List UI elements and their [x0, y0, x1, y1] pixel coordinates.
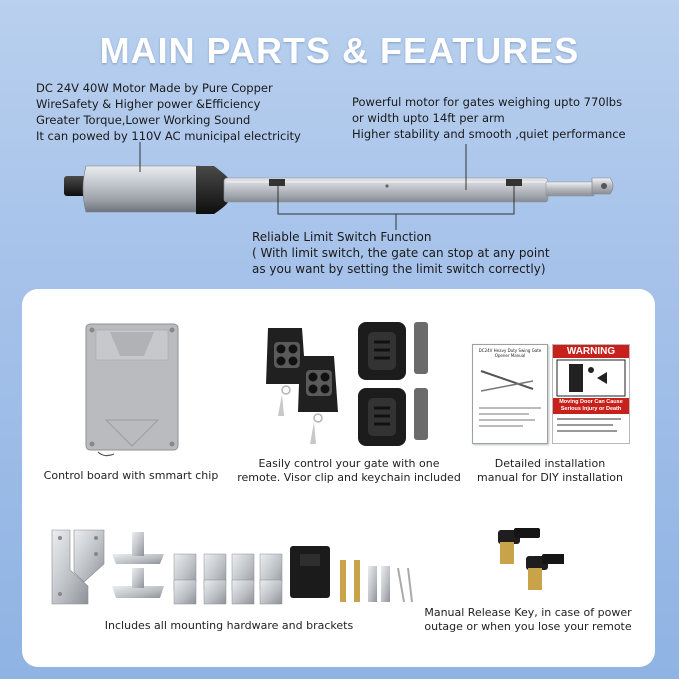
mounting-plates — [174, 554, 282, 604]
manual-caption-line: Detailed installation — [494, 457, 606, 470]
manual-title: DC24V Heavy Duty Swing Gate Opener Manual — [478, 348, 542, 358]
hardware-caption-text: Includes all mounting hardware and brackets — [104, 619, 354, 632]
gate-bracket-left — [52, 530, 104, 604]
limit-switch-left — [269, 179, 285, 186]
release-key-caption-line: outage or when you lose your remote — [424, 620, 632, 633]
limit-note-line: Reliable Limit Switch Function — [252, 230, 432, 244]
power-note-line: Powerful motor for gates weighing upto 770lbs — [352, 95, 623, 109]
warning-label: WARNING — [553, 345, 629, 358]
limit-switch-right — [506, 179, 522, 186]
warning-fine-print — [553, 414, 629, 444]
visor-clip-2 — [358, 388, 428, 446]
motor-collar — [196, 166, 228, 214]
limit-switch-note — [252, 229, 550, 277]
control-board-caption — [38, 469, 224, 483]
manual-caption — [468, 457, 632, 485]
installation-manual — [472, 344, 548, 444]
visor-clips — [356, 320, 440, 448]
motor-note-line: Greater Torque,Lower Working Sound — [36, 113, 251, 127]
rubber-block — [290, 546, 330, 598]
manual-diagram — [473, 361, 547, 441]
hardware-caption — [98, 619, 360, 633]
release-key-2 — [526, 554, 564, 590]
motor-note-line: It can powed by 110V AC municipal electricity — [36, 129, 301, 143]
power-note-line: Higher stability and smooth ,quiet performance — [352, 127, 626, 141]
control-board-caption-text: Control board with smmart chip — [43, 469, 219, 482]
limit-note-line: ( With limit switch, the gate can stop at any point — [252, 246, 550, 260]
extension-rod — [546, 182, 594, 196]
manual-release-keys — [492, 526, 564, 594]
remotes-caption — [236, 457, 462, 485]
motor-note-line: WireSafety & Higher power &Efficiency — [36, 97, 261, 111]
remotes-caption-line: remote. Visor clip and keychain included — [237, 471, 461, 484]
post-bracket — [112, 532, 164, 598]
warning-heading: Moving Door Can Cause Serious Injury or Death — [553, 398, 629, 414]
power-note-line: or width upto 14ft per arm — [352, 111, 505, 125]
release-key-caption-line: Manual Release Key, in case of power — [424, 606, 632, 619]
manual-caption-line: manual for DIY installation — [477, 471, 623, 484]
remotes-caption-line: Easily control your gate with one — [258, 457, 440, 470]
release-key-caption — [420, 606, 636, 634]
warning-label-card — [552, 344, 630, 444]
page-title: MAIN PARTS & FEATURES — [99, 30, 580, 71]
remote-2 — [298, 356, 338, 444]
limit-note-line: as you want by setting the limit switch correctly) — [252, 262, 546, 276]
bolts-and-pins — [340, 560, 412, 602]
visor-clip-1 — [358, 322, 428, 380]
warning-pictogram — [553, 358, 629, 398]
motor-note-line: DC 24V 40W Motor Made by Pure Copper — [36, 81, 273, 95]
linear-actuator-illustration — [0, 0, 679, 260]
motor-housing — [83, 166, 212, 212]
control-board-box — [84, 322, 180, 458]
remote-controls — [262, 324, 342, 448]
mounting-hardware — [48, 524, 424, 608]
